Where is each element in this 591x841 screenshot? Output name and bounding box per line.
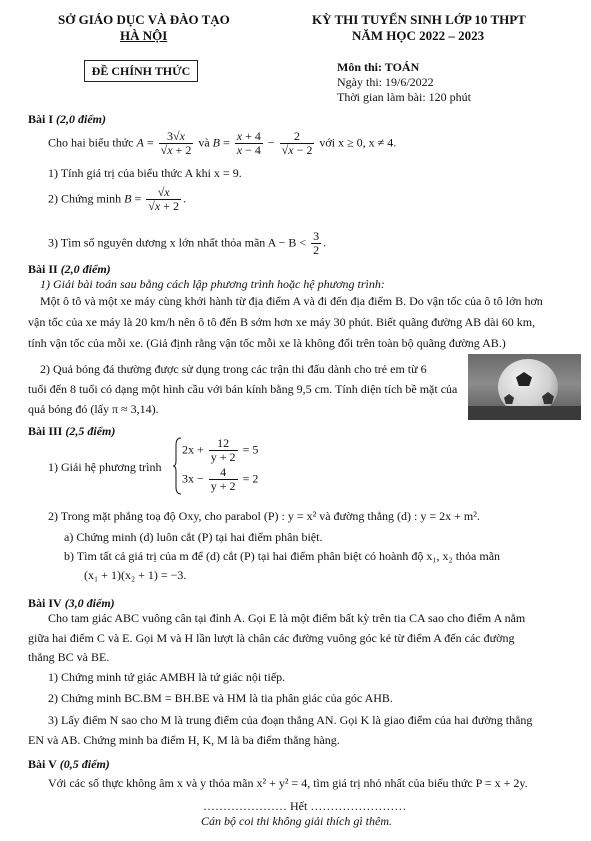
bai4-q2: 2) Chứng minh BC.BM = BH.BE và HM là tia phân giác của góc AHB. <box>48 691 393 705</box>
soccer-ball-image <box>468 354 581 420</box>
equation-1: 2x + $\frac{12}{y + 2}$ = 5 <box>182 436 259 464</box>
bai4-points: (3,0 điểm) <box>64 596 115 610</box>
bai1-condition: với x ≥ 0, x ≠ 4. <box>319 135 397 150</box>
bai4-heading <box>28 596 115 610</box>
bai2-q2a: 2) Quả bóng đá thường được sử dụng trong các trận thi đấu dành cho trẻ em từ 6 <box>40 362 427 376</box>
bai3-q2a: a) Chứng minh (d) luôn cắt (P) tại hai điểm phân biệt. <box>64 530 323 544</box>
bai1-heading <box>28 112 106 126</box>
bai4-title: Bài IV <box>28 596 62 610</box>
bai1-q2-text: 2) Chứng minh <box>48 191 122 206</box>
bai1-q3: 3) Tìm số nguyên dương x lớn nhất thỏa mãn A − B < $\frac{3}{2}$ . <box>48 229 327 257</box>
bai4-q1: 1) Chứng minh tứ giác AMBH là tứ giác nội tiếp. <box>48 670 286 684</box>
bai3-heading <box>28 424 115 438</box>
bai2-heading <box>28 262 111 276</box>
exam-title: KỲ THI TUYỂN SINH LỚP 10 THPT <box>312 12 526 27</box>
bai5-points: (0,5 điểm) <box>59 757 110 771</box>
bai5-p1: Với các số thực không âm x và y thỏa mãn x² + y² = 4, tìm giá trị nhỏ nhất của biểu thức P = x + 2y. <box>48 776 528 790</box>
bai1-q1: 1) Tính giá trị của biểu thức A khi x = 9. <box>48 166 242 180</box>
bai1-q3-text: 3) Tìm số nguyên dương x lớn nhất thỏa mãn A − B < <box>48 235 307 250</box>
bai1-title: Bài I <box>28 112 54 126</box>
bai3-q2c: (x₁ + 1)(x₂ + 1) = −3. <box>84 568 187 582</box>
city-title: HÀ NỘI <box>120 28 168 43</box>
bai2-title: Bài II <box>28 262 58 276</box>
bai3-q2: 2) Trong mặt phẳng toạ độ Oxy, cho parabol (P) : y = x² và đường thẳng (d) : y = 2x + m². <box>48 509 480 523</box>
bai1-intro: Cho hai biểu thức <box>48 135 134 150</box>
bai4-q3a: 3) Lấy điểm N sao cho M là trung điểm của đoạn thẳng AN. Gọi K là giao điểm của hai đường thẳng <box>48 713 533 727</box>
proctor-note: Cán bộ coi thi không giải thích gì thêm. <box>201 814 392 828</box>
exam-date: Ngày thi: 19/6/2022 <box>337 75 434 89</box>
bai4-p1: Cho tam giác ABC vuông cân tại đỉnh A. Gọi E là một điểm bất kỳ trên tia CA sao cho điểm A nằm <box>48 611 526 625</box>
bai1-points: (2,0 điểm) <box>56 112 107 126</box>
equation-2: 3x − $\frac{4}{y + 2}$ = 2 <box>182 465 259 493</box>
bai1-expressions: Cho hai biểu thức A = $\frac{3√x}{√x + 2}$ và B = $\frac{x + 4}{x - 4}$ − $\frac{2}{√x - 2}$ với x ≥ 0, x ≠ 4. <box>48 129 397 157</box>
bai2-q2b: tuổi đến 8 tuổi có dạng một hình cầu với bán kính bằng 9,5 cm. Tính diện tích bề mặt của <box>28 382 458 396</box>
bai3-title: Bài III <box>28 424 63 438</box>
bai2-p1: Một ô tô và một xe máy cùng khởi hành từ địa điểm A và đi đến địa điểm B. Do vận tốc của ô tô lớn hơn <box>40 294 543 308</box>
bai5-heading <box>28 757 110 771</box>
bai2-p2: vận tốc của xe máy là 20 km/h nên ô tô đến B sớm hơn xe máy 30 phút. Biết quãng đường AB dài 60 km, <box>28 315 536 329</box>
school-year: NĂM HỌC 2022 – 2023 <box>352 28 485 43</box>
ministry-title: SỞ GIÁO DỤC VÀ ĐÀO TẠO <box>58 12 230 27</box>
equation-system <box>182 437 258 495</box>
bai2-q1: 1) Giải bài toán sau bằng cách lập phương trình hoặc hệ phương trình: <box>40 277 385 291</box>
bai3-q1: 1) Giải hệ phương trình <box>48 460 162 474</box>
bai4-p2: giữa hai điểm C và E. Gọi M và H lần lượt là chân các đường vuông góc kẻ từ điểm A đến các đường <box>28 631 515 645</box>
bai2-points: (2,0 điểm) <box>60 262 111 276</box>
system-brace <box>172 437 182 495</box>
official-badge: ĐỀ CHÍNH THỨC <box>84 60 198 82</box>
bai1-and: và <box>198 135 210 150</box>
bai2-q2c: quả bóng đó (lấy π ≈ 3,14). <box>28 402 159 416</box>
bai1-q2: 2) Chứng minh B = $\frac{√x}{√x + 2}$ . <box>48 185 186 213</box>
end-marker: ………………… Hết …………………… <box>203 799 407 813</box>
exam-duration: Thời gian làm bài: 120 phút <box>337 90 471 104</box>
bai5-title: Bài V <box>28 757 57 771</box>
bai3-points: (2,5 điểm) <box>65 424 116 438</box>
bai4-q3b: EN và AB. Chứng minh ba điểm H, K, M là ba điểm thẳng hàng. <box>28 733 340 747</box>
bai3-q2b: b) Tìm tất cả giá trị của m để (d) cắt (P) tại hai điểm phân biệt có hoành độ x₁, x₂ thỏa mãn <box>64 549 501 563</box>
bai4-p3: thẳng BC và BE. <box>28 650 110 664</box>
subject-label: Môn thi: TOÁN <box>337 60 420 74</box>
bai2-p3: tính vận tốc của mỗi xe. (Giả định rằng vận tốc mỗi xe là không đổi trên toàn bộ quãng đường AB.) <box>28 336 506 350</box>
